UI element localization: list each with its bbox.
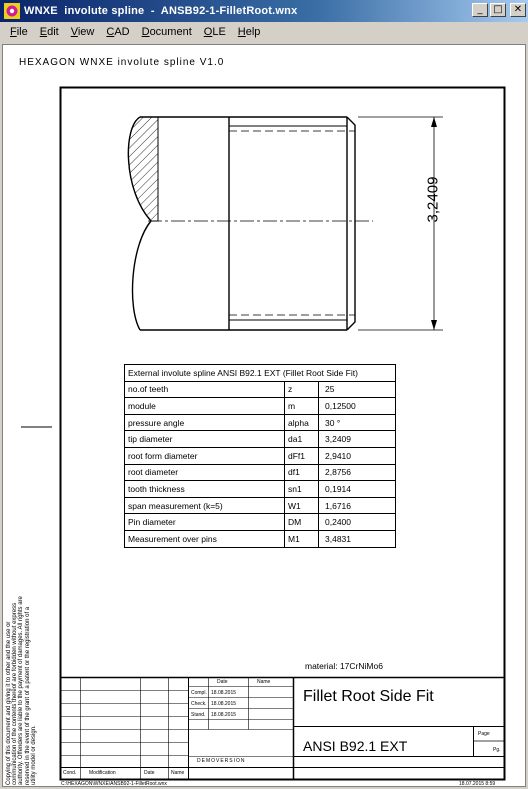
- window-title: WNXE involute spline - ANSB92-1-FilletRoot.wnx: [24, 5, 298, 17]
- tb-date-header: Date: [217, 679, 228, 685]
- row-name: Pin diameter: [125, 514, 285, 531]
- row-value: 2,9410: [319, 447, 396, 464]
- menu-view[interactable]: [65, 26, 101, 38]
- tb-row-label: Stand.: [191, 712, 206, 718]
- row-value: 0,1914: [319, 481, 396, 498]
- menu-bar: [0, 22, 528, 42]
- row-name: Measurement over pins: [125, 530, 285, 547]
- tb-page-label: Page: [478, 731, 490, 737]
- menu-document-label: ocument: [149, 26, 192, 38]
- row-name: tip diameter: [125, 431, 285, 448]
- menu-ole-label: LE: [212, 26, 226, 38]
- menu-help-label: elp: [245, 26, 261, 38]
- material-label: material: 17CrNiMo6: [305, 661, 383, 671]
- row-value: 30 °: [319, 414, 396, 431]
- row-symbol: M1: [285, 530, 319, 547]
- tb-row-label: Compl.: [191, 690, 207, 696]
- table-title-row: [125, 365, 396, 382]
- tb-date: Date: [144, 770, 155, 776]
- table-row: [125, 447, 396, 464]
- drawing-header: HEXAGON WNXE involute spline V1.0: [19, 57, 225, 68]
- menu-view-key: V: [70, 26, 78, 38]
- table-row: [125, 514, 396, 531]
- row-name: root form diameter: [125, 447, 285, 464]
- row-value: 3,2409: [319, 431, 396, 448]
- row-name: span measurement (k=5): [125, 497, 285, 514]
- menu-cad-label: AD: [114, 26, 130, 38]
- tb-cond: Cond.: [63, 770, 77, 776]
- menu-ole-key: O: [203, 26, 213, 38]
- row-symbol: dFf1: [285, 447, 319, 464]
- table-row: [125, 481, 396, 498]
- app-icon: [4, 3, 20, 19]
- menu-file-key: F: [10, 26, 17, 38]
- table-row: [125, 414, 396, 431]
- table-row: [125, 464, 396, 481]
- row-symbol: sn1: [285, 481, 319, 498]
- timestamp: 18.07.2015 8:59: [459, 781, 496, 787]
- minimize-button[interactable]: _: [472, 3, 488, 17]
- close-button[interactable]: ✕: [510, 3, 526, 17]
- menu-document-key: D: [141, 26, 150, 38]
- row-symbol: z: [285, 381, 319, 398]
- row-value: 1,6716: [319, 497, 396, 514]
- row-value: 25: [319, 381, 396, 398]
- row-value: 0,12500: [319, 398, 396, 415]
- table-row: [125, 398, 396, 415]
- row-name: root diameter: [125, 464, 285, 481]
- table-title: External involute spline ANSI B92.1 EXT (Fillet Root Side Fit): [125, 365, 396, 382]
- menu-edit[interactable]: [34, 26, 65, 38]
- menu-help[interactable]: [232, 26, 267, 38]
- dim-arrow-top: [431, 117, 437, 127]
- tb-row-label: Check.: [191, 701, 207, 707]
- menu-cad-key: C: [106, 26, 115, 38]
- menu-document[interactable]: [136, 26, 198, 38]
- tb-row-date: 18.08.2015: [211, 701, 237, 707]
- row-symbol: df1: [285, 464, 319, 481]
- menu-cad[interactable]: [100, 26, 135, 38]
- demoversion-label: DEMOVERSION: [197, 758, 246, 764]
- menu-edit-label: dit: [47, 26, 59, 38]
- dim-arrow-bottom: [431, 320, 437, 330]
- table-row: [125, 431, 396, 448]
- row-symbol: alpha: [285, 414, 319, 431]
- tb-row-date: 18.08.2015: [211, 690, 237, 696]
- row-symbol: W1: [285, 497, 319, 514]
- row-name: no.of teeth: [125, 381, 285, 398]
- row-value: 2,8756: [319, 464, 396, 481]
- legal-notice: Copying of this document and giving it to other and the use or communication of the contents thereof are forbidden without express authority. Offenders are liable to the payment of damages. All rights are reserved in the event of the grant of a patent or the registration of a utility model or design.: [6, 596, 37, 785]
- menu-file-label: ile: [16, 26, 28, 38]
- menu-edit-key: E: [39, 26, 48, 38]
- tb-name: Name: [171, 770, 185, 776]
- menu-file[interactable]: [4, 26, 34, 38]
- menu-ole[interactable]: [198, 26, 232, 38]
- title-bar: [0, 0, 528, 22]
- menu-view-label: iew: [77, 26, 95, 38]
- row-name: tooth thickness: [125, 481, 285, 498]
- row-symbol: m: [285, 398, 319, 415]
- table-row: [125, 530, 396, 547]
- tb-name-header: Name: [257, 679, 271, 685]
- row-value: 3,4831: [319, 530, 396, 547]
- drawing-sheet[interactable]: [2, 44, 526, 787]
- drawing-title: Fillet Root Side Fit: [303, 688, 434, 705]
- table-row: [125, 497, 396, 514]
- title-block-grid: [61, 678, 505, 780]
- file-path: C:\HEXAGON\WNXE\ANSB92-1-FilletRoot.wnx: [61, 781, 167, 787]
- menu-help-key: H: [237, 26, 246, 38]
- tb-pages-label: Pg.: [493, 747, 501, 753]
- drawing-code: ANSI B92.1 EXT: [303, 738, 408, 754]
- row-name: pressure angle: [125, 414, 285, 431]
- spec-table: [124, 364, 396, 548]
- table-row: [125, 381, 396, 398]
- row-symbol: da1: [285, 431, 319, 448]
- tb-row-date: 18.08.2015: [211, 712, 237, 718]
- row-symbol: DM: [285, 514, 319, 531]
- maximize-button[interactable]: □: [490, 3, 506, 17]
- section-hatch: [128, 117, 158, 221]
- row-value: 0,2400: [319, 514, 396, 531]
- row-name: module: [125, 398, 285, 415]
- chamfer-end: [347, 117, 355, 330]
- dimension-label: 3,2409: [424, 176, 442, 223]
- tb-modification: Modification: [89, 770, 116, 776]
